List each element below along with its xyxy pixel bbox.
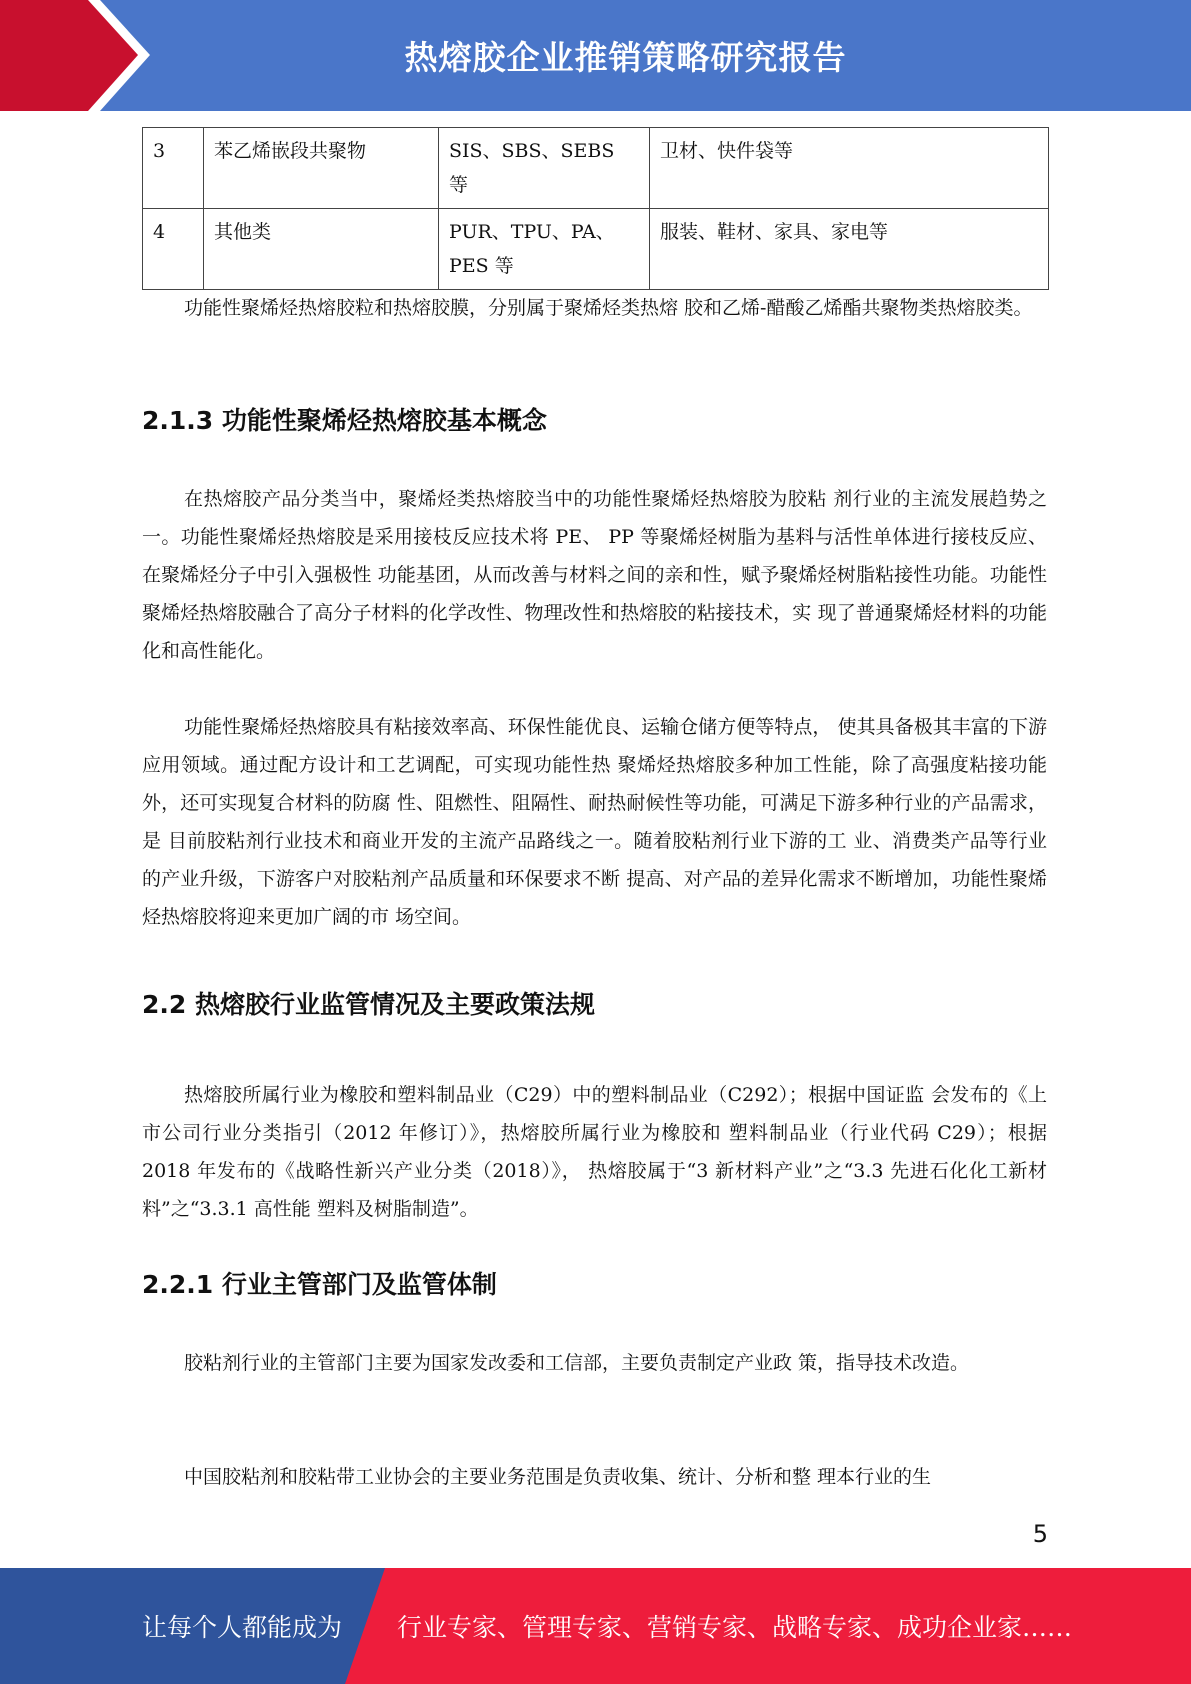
- page-header: [0, 0, 1191, 111]
- paragraph-association: 中国胶粘剂和胶粘带工业协会的主要业务范围是负责收集、统计、分析和整 理本行业的生: [184, 1466, 932, 1488]
- table-row: [143, 128, 1049, 209]
- table-cell-types: PUR、TPU、PA、PES 等: [439, 209, 650, 290]
- hot-melt-category-table: [142, 127, 1049, 290]
- table-cell-category: 苯乙烯嵌段共聚物: [204, 128, 439, 209]
- table-cell-category: 其他类: [204, 209, 439, 290]
- table-cell-no: 4: [143, 209, 204, 290]
- section-heading-2-1-3: 2.1.3 功能性聚烯烃热熔胶基本概念: [142, 406, 547, 435]
- paragraph-intro: 功能性聚烯烃热熔胶粒和热熔胶膜，分别属于聚烯烃类热熔 胶和乙烯-醋酸乙烯酯共聚物类热熔胶类。: [184, 297, 1033, 319]
- section-heading-2-2-1: 2.2.1 行业主管部门及监管体制: [142, 1270, 497, 1299]
- paragraph-features: 功能性聚烯烃热熔胶具有粘接效率高、环保性能优良、运输仓储方便等特点， 使其具备极其丰富的下游应用领域。通过配方设计和工艺调配，可实现功能性热 聚烯烃热熔胶多种加工性能，除了高强度粘接功能外，还可实现复合材料的防腐 性、阻燃性、阻隔性、耐热耐候性等功能，可满足下游多种行业的产品需求，是 目前胶粘剂行业技术和商业开发的主流产品路线之一。随着胶粘剂行业下游的工 业、消费类产品等行业的产业升级，下游客户对胶粘剂产品质量和环保要求不断 提高、对产品的差异化需求不断增加，功能性聚烯烃热熔胶将迎来更加广阔的市 场空间。: [142, 716, 1047, 928]
- table-cell-types: SIS、SBS、SEBS 等: [439, 128, 650, 209]
- footer-slogan-left: 让每个人都能成为: [142, 1613, 343, 1642]
- paragraph-basic-concept: 在热熔胶产品分类当中，聚烯烃类热熔胶当中的功能性聚烯烃热熔胶为胶粘 剂行业的主流发展趋势之一。功能性聚烯烃热熔胶是采用接枝反应技术将 PE、 PP 等聚烯烃树脂为基料与活性单体进行接枝反应、在聚烯烃分子中引入强极性 功能基团，从而改善与材料之间的亲和性，赋予聚烯烃树脂粘接性功能。功能性 聚烯烃热熔胶融合了高分子材料的化学改性、物理改性和热熔胶的粘接技术，实 现了普通聚烯烃材料的功能化和高性能化。: [142, 488, 1047, 662]
- table-cell-uses: 服装、鞋材、家具、家电等: [650, 209, 1049, 290]
- report-title: 热熔胶企业推销策略研究报告: [404, 38, 847, 77]
- footer-slogan-right: 行业专家、管理专家、营销专家、战略专家、成功企业家……: [397, 1613, 1073, 1642]
- table-cell-uses: 卫材、快件袋等: [650, 128, 1049, 209]
- page-footer: [0, 1568, 1191, 1684]
- page-number: 5: [1032, 1520, 1048, 1548]
- table-row: [143, 209, 1049, 290]
- paragraph-regulators: 胶粘剂行业的主管部门主要为国家发改委和工信部，主要负责制定产业政 策，指导技术改造。: [184, 1352, 970, 1374]
- section-heading-2-2: 2.2 热熔胶行业监管情况及主要政策法规: [142, 990, 595, 1019]
- paragraph-industry-classification: 热熔胶所属行业为橡胶和塑料制品业（C29）中的塑料制品业（C292）；根据中国证监 会发布的《上市公司行业分类指引（2012 年修订）》，热熔胶所属行业为橡胶和 塑料制品业（行业代码 C29）；根据 2018 年发布的《战略性新兴产业分类（2018）》， 热熔胶属于“3 新材料产业”之“3.3 先进石化化工新材料”之“3.3.1 高性能 塑料及树脂制造”。: [142, 1084, 1047, 1220]
- table-cell-no: 3: [143, 128, 204, 209]
